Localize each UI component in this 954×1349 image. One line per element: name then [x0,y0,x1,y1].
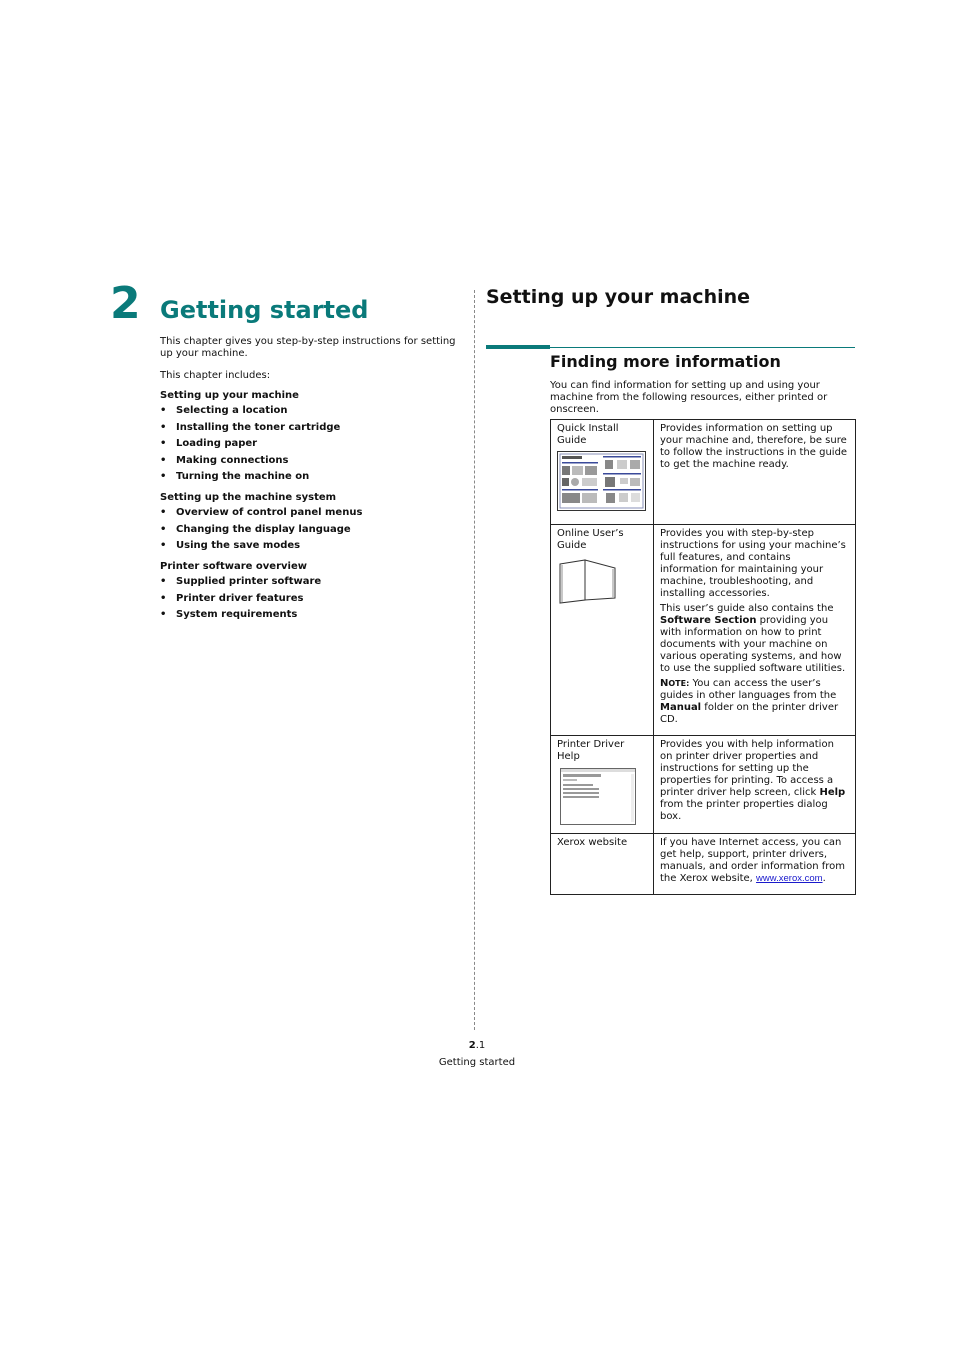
toc-list [160,405,470,483]
page-number: 2.1 [468,1040,486,1051]
toc-section-heading[interactable]: Printer software overview [160,561,307,572]
footer-title: Getting started [438,1057,516,1068]
open-book-icon [557,556,619,604]
toc-item[interactable]: • Selecting a location [160,405,288,416]
section-rule-accent [486,345,550,349]
section-title: Setting up your machine [486,286,751,308]
toc-list [160,576,470,621]
resources-table [550,419,856,895]
table-row [551,420,856,525]
toc-item[interactable]: • Turning the machine on [160,471,310,482]
toc-item[interactable]: • Supplied printer software [160,576,322,587]
toc-item[interactable]: • Loading paper [160,438,258,449]
note: NOTE: You can access the user’s guides in other languages from the Manual folder on the printer driver CD. [660,678,839,725]
toc-section-heading[interactable]: Setting up your machine [160,390,299,401]
subsection-intro: You can find information for setting up and using your machine from the following resources, either printed or onscreen. [550,380,828,415]
bullet-icon: • [160,421,167,433]
bullet-icon: • [160,540,167,551]
toc-item[interactable]: • Printer driver features [160,592,304,604]
chapter-intro: This chapter gives you step-by-step instructions for setting up your machine. [160,336,456,359]
resource-description: If you have Internet access, you can get help, support, printer drivers, manuals, and order information from the Xerox website, www.xerox.com. [654,834,856,895]
bullet-icon: • [160,523,167,535]
subsection-title: Finding more information [550,352,781,371]
resource-cell [551,736,654,834]
bullet-icon: • [160,405,167,416]
resource-cell [551,525,654,736]
bullet-icon: • [160,471,167,482]
table-row [551,525,856,736]
chapter-number: 2 [110,278,141,329]
bullet-icon: • [160,454,167,466]
toc-item[interactable]: • Changing the display language [160,523,351,535]
toc-section-heading[interactable]: Setting up the machine system [160,492,337,503]
table-row [551,834,856,895]
help-window-icon [557,767,637,827]
bullet-icon: • [160,438,167,449]
resource-name: Quick Install Guide [557,423,619,446]
resource-cell [551,834,654,895]
toc-item[interactable]: • System requirements [160,609,298,620]
bullet-icon: • [160,609,167,620]
quick-install-guide-icon [557,451,647,511]
toc-item[interactable]: • Installing the toner cartridge [160,421,341,433]
xerox-website-link[interactable]: www.xerox.com [756,873,823,884]
resource-cell [551,420,654,525]
toc-item[interactable]: • Using the save modes [160,540,301,551]
toc-item[interactable]: • Making connections [160,454,289,466]
includes-label: This chapter includes: [160,370,271,381]
bullet-icon: • [160,576,167,587]
table-row [551,736,856,834]
chapter-contents [160,390,470,630]
resource-description: Provides you with step-by-step instructions for using your machine’s full features, and contains information for maintaining your machine, troubleshooting, and installing accessories. This user’s guide also contains the Software Section providing you with information on how to print documents with your machine on various operating systems, and how to use the supplied software utilities. NOTE: You can access the user’s guides in other languages from the Manual folder on the printer driver CD. [654,525,856,736]
toc-list [160,507,470,552]
toc-item[interactable]: • Overview of control panel menus [160,507,363,518]
resource-name: Printer Driver Help [557,739,625,762]
resource-name: Online User’s Guide [557,528,624,551]
bullet-icon: • [160,507,167,518]
resource-description: Provides you with help information on printer driver properties and instructions for setting up the properties for printing. To access a printer driver help screen, click Help from the printer properties dialog box. [654,736,856,834]
chapter-title: Getting started [160,296,369,324]
resource-description: Provides information on setting up your machine and, therefore, be sure to follow the instructions in the guide to get the machine ready. [654,420,856,525]
column-divider [474,290,475,1030]
bullet-icon: • [160,592,167,604]
resource-name: Xerox website [557,837,628,848]
